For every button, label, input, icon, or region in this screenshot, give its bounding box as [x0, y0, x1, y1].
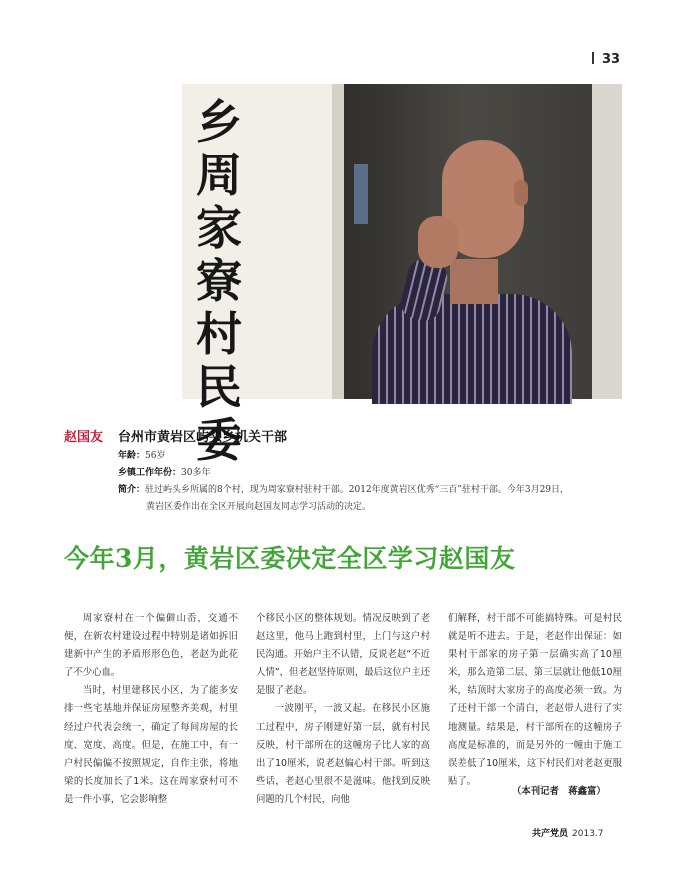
- intro-label: 简介：: [118, 485, 146, 495]
- age-label: 年龄：: [118, 451, 146, 461]
- body-column-2: [256, 610, 430, 809]
- byline: （本刊记者 蒋鑫富）: [512, 786, 606, 797]
- intro-line-2: 黄岩区委作出在全区开展向赵国友同志学习活动的决定。: [146, 502, 372, 512]
- paragraph: 们解释，村干部不可能搞特殊。可是村民就是听不进去。于是，老赵作出保证：如果村干部家的房子第一层确实高了10厘米，那么造第二层、第三层就让他低10厘米，结顶时大家房子的高度必须一致。为了还村干部一个清白，老赵带人进行了实地测量。结果是，村干部所在的这幢房子高度是标准的，而是另外的一幢由于施工误差低了10厘米，这下村民们对老赵更服贴了。: [448, 613, 622, 787]
- age-value: 56岁: [145, 451, 166, 461]
- sign-lettering: 乡 周 家 寮 村 民 委: [196, 95, 242, 467]
- tenure-value: 30多年: [181, 468, 211, 478]
- man-ear: [514, 180, 528, 206]
- paragraph: 当时，村里建移民小区，为了能多安排一些宅基地并保证房屋整齐美观，村里经过户代表会统一，确定了每间房屋的长度、宽度、高度。但是，在施工中，有一户村民偏偏不按照规定，自作主张，将地梁的长度加长了1米。这在周家寮村可不是一件小事，它会影响整: [64, 685, 238, 805]
- page-number-divider: [592, 52, 594, 64]
- profile-title: 台州市黄岩区屿头乡机关干部: [118, 430, 288, 445]
- profile-name: 赵国友: [64, 430, 104, 445]
- profile-tenure: [118, 465, 210, 478]
- door-frame: [592, 84, 622, 399]
- page-number: [592, 52, 620, 67]
- page-footer: [532, 826, 604, 839]
- profile-intro: [118, 482, 569, 495]
- article-headline: 今年3月，黄岩区委决定全区学习赵国友: [64, 544, 516, 573]
- body-column-1: [64, 610, 238, 809]
- profile-age: [118, 448, 165, 461]
- man-hand-holding-phone: [418, 216, 458, 268]
- wall-poster: [354, 164, 368, 224]
- sign-edge: [332, 84, 344, 399]
- intro-line-1: 驻过屿头乡所属的8个村，现为周家寮村驻村干部。2012年度黄岩区优秀“三百”驻村干部。今年3月29日，: [145, 485, 570, 495]
- issue-date: 2013.7: [572, 829, 604, 839]
- magazine-name: 共产党员: [532, 829, 569, 839]
- body-column-3: [448, 610, 622, 791]
- tenure-label: 乡镇工作年份：: [118, 468, 182, 478]
- page-number-value: 33: [602, 52, 621, 67]
- paragraph: 一波刚平，一波又起。在移民小区施工过程中，房子刚建好第一层，就有村民反映，村干部所在的这幢房子比人家的高出了10厘米，说老赵偏心村干部。听到这些话，老赵心里很不是滋味。他找到反映问题的几个村民，向他: [256, 703, 430, 805]
- man-neck: [450, 259, 498, 304]
- paragraph: 个移民小区的整体规划。情况反映到了老赵这里，他马上跑到村里，上门与这户村民沟通。开始户主不认错，反说老赵“不近人情”，但老赵坚持原则，最后这位户主还是服了老赵。: [256, 613, 430, 697]
- paragraph: 周家寮村在一个偏僻山岙，交通不便，在新农村建设过程中特别是诸如拆旧建新中产生的矛盾形形色色，老赵为此花了不少心血。: [64, 613, 238, 679]
